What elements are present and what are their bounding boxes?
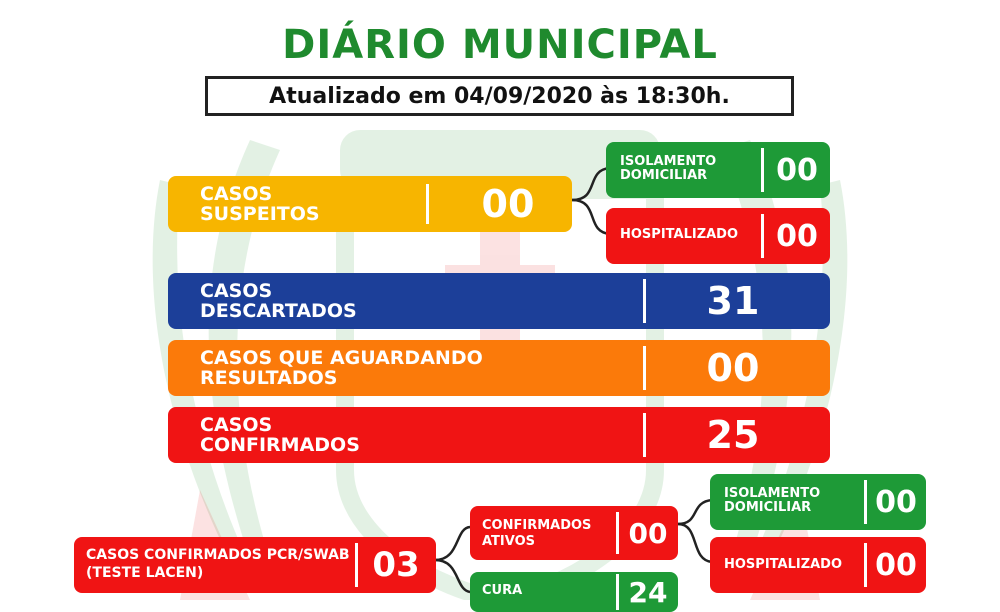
confirmed-card <box>168 407 830 463</box>
updated-text: Atualizado em 04/09/2020 às 18:30h. <box>269 83 730 109</box>
awaiting-separator <box>643 346 646 390</box>
suspects-value: 00 <box>481 182 535 226</box>
active-value: 00 <box>628 516 668 550</box>
suspects-home-isolation-card <box>606 142 830 198</box>
discarded-card <box>168 273 830 329</box>
active-hospitalized-card <box>710 537 926 593</box>
discarded-value: 31 <box>706 279 760 323</box>
awaiting-card <box>168 340 830 396</box>
active-separator <box>616 512 619 554</box>
confirmed-label: CASOS CONFIRMADOS <box>200 414 360 456</box>
confirmed-value: 25 <box>706 413 760 457</box>
pcr-label: CASOS CONFIRMADOS PCR/SWAB (TESTE LACEN) <box>86 547 350 581</box>
suspects-separator <box>426 184 429 224</box>
updated-timestamp <box>205 76 794 116</box>
discarded-label: CASOS DESCARTADOS <box>200 280 357 322</box>
cure-label: CURA <box>482 583 523 598</box>
suspects-hospitalized-value: 00 <box>776 218 818 254</box>
cure-separator <box>616 574 619 610</box>
page-title: DIÁRIO MUNICIPAL <box>282 22 718 68</box>
active-home-isolation-separator <box>864 480 867 524</box>
active-home-isolation-value: 00 <box>875 484 917 520</box>
suspects-card <box>168 176 572 232</box>
active-hospitalized-label: HOSPITALIZADO <box>724 557 843 572</box>
suspects-label: CASOS SUSPEITOS <box>200 183 320 225</box>
suspects-home-isolation-separator <box>761 148 764 192</box>
active-hospitalized-value: 00 <box>875 547 917 583</box>
suspects-hospitalized-label: HOSPITALIZADO <box>620 227 739 242</box>
active-card <box>470 506 678 560</box>
cure-card <box>470 572 678 612</box>
pcr-separator <box>355 543 358 587</box>
active-label: CONFIRMADOS ATIVOS <box>482 518 592 550</box>
suspects-hospitalized-separator <box>761 214 764 258</box>
suspects-home-isolation-value: 00 <box>776 152 818 188</box>
active-home-isolation-card <box>710 474 926 530</box>
active-hospitalized-separator <box>864 543 867 587</box>
pcr-value: 03 <box>372 545 420 585</box>
suspects-home-isolation-label: ISOLAMENTO DOMICILIAR <box>620 154 717 183</box>
discarded-separator <box>643 279 646 323</box>
active-home-isolation-label: ISOLAMENTO DOMICILIAR <box>724 486 821 515</box>
awaiting-value: 00 <box>706 346 760 390</box>
confirmed-separator <box>643 413 646 457</box>
suspects-hospitalized-card <box>606 208 830 264</box>
pcr-card <box>74 537 436 593</box>
cure-value: 24 <box>628 575 668 609</box>
awaiting-label: CASOS QUE AGUARDANDO RESULTADOS <box>200 347 483 389</box>
